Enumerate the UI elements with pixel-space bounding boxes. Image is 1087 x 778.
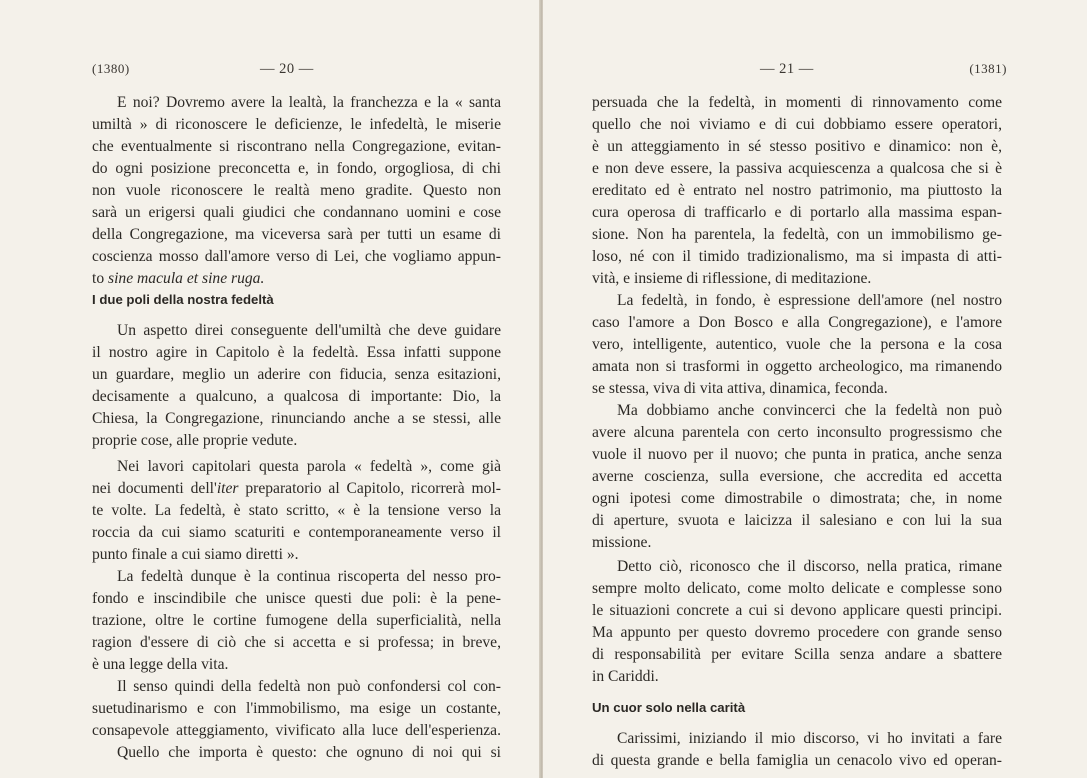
text-line: La fedeltà, in fondo, è espressione dell'amore (nel nostro (617, 292, 1002, 309)
section-heading: Un cuor solo nella carità (592, 700, 746, 715)
text-line: sione. Non ha parentela, la fedeltà, con un immobilismo ge- (592, 226, 1002, 243)
text-line: di responsabilità per evitare Scilla senza andare a sbattere (592, 646, 1002, 663)
text-line: ogni ipotesi come dimostrabile o dimostrata; che, in nome (592, 490, 1002, 507)
text-line: quello che noi viviamo e di cui dobbiamo essere operatori, (592, 116, 1002, 133)
text-line: fondo e inscindibile che unisce questi due poli: è la pene- (92, 590, 501, 607)
text-line: della Congregazione, ma viceversa sarà per tutti un esame di (92, 226, 501, 243)
text-line: Carissimi, iniziando il mio discorso, vi ho invitati a fare (617, 730, 1002, 747)
text-line: vero, intelligente, autentico, vuole che la persona e la cosa (592, 336, 1002, 353)
text-line: di aperture, svuota e laicizza il salesiano e con lui la sua (592, 512, 1002, 529)
text-line: amata non si trasformi in oggetto archeologico, ma rimanendo (592, 358, 1002, 375)
right-page-number: — 21 — (760, 61, 814, 77)
right-folio: (1381) (969, 61, 1007, 76)
text-line: se stessa, viva di vita attiva, dinamica, feconda. (592, 380, 888, 397)
text-line: è una legge della vita. (92, 656, 229, 673)
text-line: Ma dobbiamo anche convincerci che la fedeltà non può (617, 402, 1002, 419)
text-run: nei documenti dell' (92, 480, 217, 497)
right-page (543, 0, 1087, 778)
text-line: ereditato ed è entrato nel nostro patrimonio, ma piuttosto la (592, 182, 1002, 199)
text-line: vità, e insieme di riflessione, di meditazione. (592, 270, 872, 287)
text-line: che eventualmente si riscontrano nella Congregazione, evitan- (92, 138, 501, 155)
text-line: Il senso quindi della fedeltà non può confondersi col con- (117, 678, 501, 695)
text-line: avere alcuna parentela con certo inconsulto progressismo che (592, 424, 1002, 441)
text-line: cura operosa di trafficarlo e di portarlo alla massima espan- (592, 204, 1002, 221)
text-line: trazione, oltre le cortine fumogene della superficialità, nella (92, 612, 501, 629)
text-line: averne coscienza, sulla eversione, che accredita ed accetta (592, 468, 1002, 485)
text-line: te volte. La fedeltà, è stato scritto, « è la tensione verso la (92, 502, 501, 519)
text-line: proprie cose, alle proprie vedute. (92, 432, 298, 449)
text-line: loso, né con il timido tradizionalismo, ma si impasta di atti- (592, 248, 1002, 265)
text-line: persuada che la fedeltà, in momenti di rinnovamento come (592, 94, 1002, 111)
text-line: Chiesa, la Congregazione, rinunciando anche a se stessi, alle (92, 410, 501, 427)
latin-word: iter (216, 480, 239, 497)
text-line: sarà un erigersi quali giudici che condannano uomini e cose (92, 204, 501, 221)
text-line: La fedeltà dunque è la continua riscoperta del nesso pro- (117, 568, 501, 585)
text-line: caso l'amore a Don Bosco e alla Congregazione), e l'amore (592, 314, 1002, 331)
section-heading: I due poli della nostra fedeltà (92, 292, 274, 307)
text-line: umiltà » di riconoscere le deficienze, le infedeltà, le miserie (92, 116, 501, 133)
text-line (92, 478, 501, 500)
text-line: vuole il nuovo per il nuovo; che punta in pratica, anche senza (592, 446, 1002, 463)
text-line: E noi? Dovremo avere la lealtà, la franchezza e la « santa (117, 94, 501, 111)
text-line: decisamente a qualcuno, a qualcosa di importante: Dio, la (92, 388, 501, 405)
text-line: Un aspetto direi conseguente dell'umiltà che deve guidare (117, 322, 501, 339)
text-line: suetudinarismo e con l'immobilismo, ma esige un costante, (92, 700, 501, 717)
text-line: e non deve essere, la passiva acquiescenza a qualcosa che si è (592, 160, 1002, 177)
text-line: Quello che importa è questo: che ognuno di noi qui si (117, 744, 501, 761)
text-line: punto finale a cui siamo diretti ». (92, 546, 299, 563)
text-line: è un atteggiamento in sé stesso positivo e dinamico: non è, (592, 138, 1002, 155)
text-line: sempre molto delicato, come molto delicate e complesse sono (592, 580, 1002, 597)
text-run: to (92, 270, 109, 287)
latin-phrase: sine macula et sine ruga. (108, 270, 265, 287)
left-page-number: — 20 — (260, 61, 314, 77)
text-line: di questa grande e bella famiglia un cenacolo vivo ed operan- (592, 752, 1002, 769)
text-run: preparatorio al Capitolo, ricorrerà mol- (238, 480, 501, 497)
text-line (92, 268, 501, 290)
text-line: in Cariddi. (592, 668, 659, 685)
text-line: Nei lavori capitolari questa parola « fedeltà », come già (117, 458, 501, 475)
text-line: ragion d'essere di ciò che si accetta e si professa; in breve, (92, 634, 501, 651)
text-line: roccia da cui siamo scaturiti e contemporaneamente verso il (92, 524, 501, 541)
text-line: un guardare, meglio un aderire con fiducia, senza esitazioni, (92, 366, 501, 383)
left-folio: (1380) (92, 61, 130, 76)
text-line: non vuole riconoscere le realtà meno gradite. Questo non (92, 182, 501, 199)
text-line: il nostro agire in Capitolo è la fedeltà. Essa infatti suppone (92, 344, 501, 361)
left-page (0, 0, 541, 778)
text-line: Detto ciò, riconosco che il discorso, nella pratica, rimane (617, 558, 1002, 575)
text-line: do ogni posizione preconcetta e, in fondo, orgogliosa, di chi (92, 160, 501, 177)
text-line: Ma appunto per questo dovremo procedere con grande senso (592, 624, 1002, 641)
text-line: missione. (592, 534, 652, 551)
text-line: le situazioni concrete a cui si devono applicare questi principi. (592, 602, 1002, 619)
text-line: consapevole atteggiamento, vivificato alla luce dell'esperienza. (92, 722, 501, 739)
text-line: coscienza mosso dall'amore verso di Lei, che vogliamo appun- (92, 248, 501, 265)
